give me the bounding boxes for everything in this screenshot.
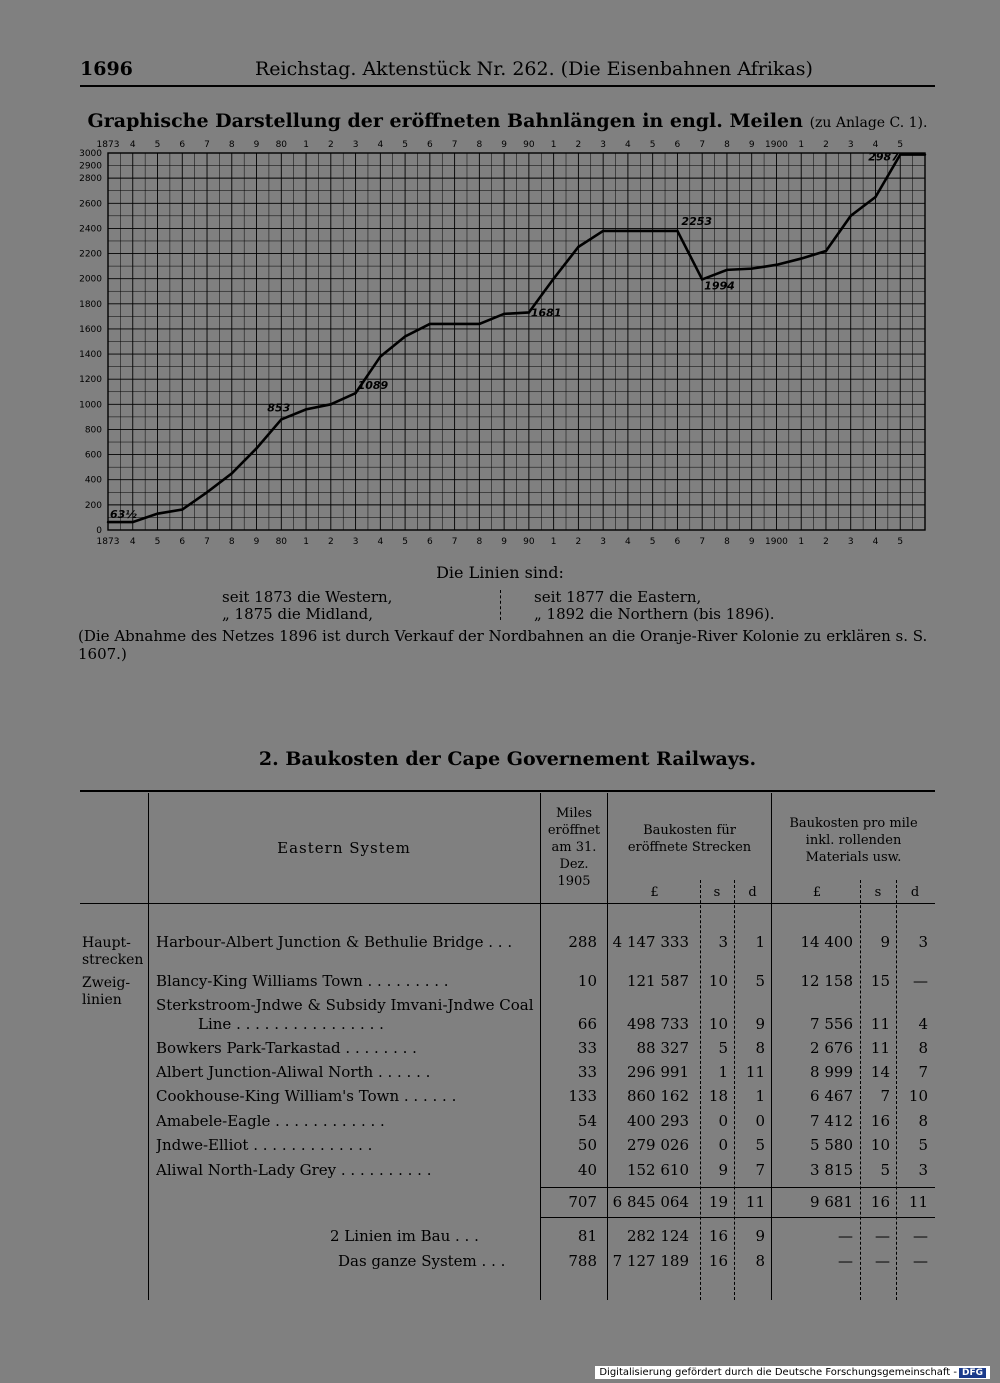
row-d: 1 [755, 933, 765, 951]
x-tick-label-bottom: 6 [179, 537, 186, 547]
data-point [825, 250, 827, 252]
x-tick-label-top: 9 [253, 140, 260, 150]
row-name: Blancy-King Williams Town . . . . . . . . . [156, 972, 449, 990]
table-vline [771, 793, 772, 1300]
x-tick-label-bottom: 5 [402, 537, 408, 547]
row-miles: 54 [577, 1112, 597, 1130]
total-rule-bottom [540, 1217, 935, 1218]
y-tick-label: 2000 [79, 274, 102, 285]
row-d: 11 [745, 1063, 765, 1081]
legend-northern: „ 1892 die Northern (bis 1896). [534, 605, 775, 623]
data-label: 2253 [681, 214, 713, 228]
x-tick-label-top: 2 [327, 140, 334, 150]
total-ms: 16 [870, 1193, 890, 1211]
data-label: 853 [267, 401, 291, 415]
row-md: 10 [908, 1087, 928, 1105]
head-unit-shilling-mile: s [874, 885, 882, 900]
row-miles: 288 [568, 933, 597, 951]
bau-l: 282 124 [626, 1227, 689, 1245]
row-miles: 10 [577, 972, 597, 990]
x-tick-label-bottom: 4 [872, 537, 879, 547]
x-tick-label-top: 80 [275, 140, 288, 150]
row-name: Bowkers Park-Tarkastad . . . . . . . . [156, 1039, 417, 1057]
x-tick-label-top: 1 [550, 140, 557, 150]
y-tick-label: 1200 [79, 375, 102, 386]
row-s: 1 [718, 1063, 728, 1081]
data-label: 1994 [704, 279, 735, 293]
data-point [453, 323, 455, 325]
row-l: 121 587 [626, 972, 689, 990]
total-d: 11 [745, 1193, 765, 1211]
row-ml: 14 400 [800, 933, 853, 951]
x-tick-label-bottom: 8 [476, 537, 483, 547]
x-tick-label-bottom: 6 [674, 537, 681, 547]
row-d: 5 [755, 972, 765, 990]
x-tick-label-bottom: 3 [847, 537, 854, 547]
row-d: 1 [755, 1087, 765, 1105]
x-tick-label-top: 6 [674, 140, 681, 150]
head-unit-pence: d [748, 885, 757, 900]
data-point [750, 267, 752, 269]
row-s: 9 [718, 1161, 728, 1179]
x-tick-label-bottom: 9 [748, 537, 755, 547]
total-miles: 707 [568, 1193, 597, 1211]
data-point [651, 230, 653, 232]
row-s: 5 [718, 1039, 728, 1057]
head-unit-pound-mile: £ [812, 885, 822, 900]
x-tick-label-bottom: 9 [253, 537, 260, 547]
row-ml: 7 556 [810, 1015, 853, 1033]
x-tick-label-bottom: 90 [523, 537, 535, 547]
data-label: 63½ [110, 508, 137, 522]
data-point [552, 277, 554, 279]
data-point [181, 508, 183, 510]
x-tick-label-top: 2 [823, 140, 829, 150]
footer-text: Digitalisierung gefördert durch die Deutsche Forschungsgemeinschaft - [599, 1367, 957, 1378]
section-title: 2. Baukosten der Cape Governement Railways. [258, 748, 757, 770]
x-tick-label-top: 4 [129, 140, 136, 150]
system-s: 16 [708, 1252, 728, 1270]
row-ml: 2 676 [810, 1039, 853, 1057]
row-miles: 33 [577, 1039, 597, 1057]
x-tick-label-top: 6 [426, 140, 433, 150]
row-d: 0 [755, 1112, 765, 1130]
row-s: 10 [708, 972, 728, 990]
head-cost-per-mile: Baukosten pro mile inkl. rollenden Materials usw. [789, 816, 918, 865]
x-tick-label-bottom: 7 [451, 537, 458, 547]
x-tick-label-bottom: 3 [352, 537, 359, 547]
bau-miles: 81 [577, 1227, 597, 1245]
row-d: 7 [755, 1161, 765, 1179]
x-tick-label-top: 7 [699, 140, 706, 150]
row-s: 10 [708, 1015, 728, 1033]
y-tick-label: 200 [84, 500, 102, 511]
x-tick-label-top: 1 [303, 140, 309, 150]
row-name: Amabele-Eagle . . . . . . . . . . . . [156, 1112, 385, 1130]
x-tick-label-top: 7 [451, 140, 458, 150]
head-unit-pound: £ [650, 885, 659, 900]
data-point [602, 230, 604, 232]
x-tick-label-bottom: 1 [798, 537, 805, 547]
data-point [726, 269, 728, 271]
data-point [255, 447, 257, 449]
row-ml: 6 467 [810, 1087, 853, 1105]
row-name: Albert Junction-Aliwal North . . . . . . [156, 1063, 431, 1081]
row-ml: 3 815 [810, 1161, 853, 1179]
x-tick-label-bottom: 2 [575, 537, 582, 547]
y-tick-label: 2800 [79, 174, 102, 185]
x-tick-label-bottom: 7 [699, 537, 706, 547]
row-name: Cookhouse-King William's Town . . . . . . [156, 1087, 457, 1105]
x-tick-label-bottom: 4 [129, 537, 136, 547]
row-md: 8 [918, 1112, 928, 1130]
row-md: 8 [918, 1039, 928, 1057]
system-miles: 788 [568, 1252, 597, 1270]
y-tick-label: 0 [96, 526, 102, 536]
x-tick-label-bottom: 80 [275, 537, 288, 547]
row-ms: 7 [880, 1087, 890, 1105]
row-ml: 12 158 [800, 972, 853, 990]
bau-md: — [913, 1227, 928, 1245]
bau-d: 9 [755, 1227, 765, 1245]
footer-credit [595, 1366, 990, 1379]
row-d: 9 [755, 1015, 765, 1033]
row-ms: 15 [870, 972, 890, 990]
y-tick-label: 1800 [79, 299, 102, 310]
row-miles: 133 [568, 1087, 597, 1105]
row-l: 279 026 [626, 1136, 689, 1154]
x-tick-label-top: 2 [575, 140, 582, 150]
row-l: 296 991 [626, 1063, 689, 1081]
x-tick-label-bottom: 8 [724, 537, 730, 547]
system-ml: — [838, 1252, 853, 1270]
x-tick-label-top: 8 [724, 140, 730, 150]
legend-note: (Die Abnahme des Netzes 1896 ist durch Verkauf der Nordbahnen an die Oranje-River Kolonie zu erklären s. S. 1607.) [78, 627, 928, 663]
x-tick-label-bottom: 8 [228, 537, 235, 547]
x-tick-label-top: 5 [897, 140, 904, 150]
system-d: 8 [755, 1252, 765, 1270]
row-name: Aliwal North-Lady Grey . . . . . . . . . . [156, 1161, 432, 1179]
row-d: 8 [755, 1039, 765, 1057]
data-point [800, 257, 802, 259]
data-point [701, 278, 703, 280]
row-d: 5 [755, 1136, 765, 1154]
data-point [627, 230, 629, 232]
row-ms: 14 [870, 1063, 890, 1081]
x-tick-label-top: 6 [179, 140, 186, 150]
data-point [379, 355, 381, 357]
x-tick-label-top: 8 [228, 140, 235, 150]
x-tick-label-bottom: 4 [625, 537, 631, 547]
row-ms: 16 [870, 1112, 890, 1130]
legend-midland: „ 1875 die Midland, [222, 605, 374, 623]
data-label: 2987 [868, 150, 899, 164]
data-point [478, 323, 480, 325]
y-tick-label: 1000 [79, 400, 102, 411]
table-top-rule [80, 790, 935, 792]
bau-ms: — [875, 1227, 890, 1245]
y-tick-label: 800 [84, 425, 102, 436]
total-l: 6 845 064 [612, 1193, 689, 1211]
header-title: Reichstag. Aktenstück Nr. 262. (Die Eisenbahnen Afrikas) [255, 58, 813, 80]
legend-eastern: seit 1877 die Eastern, [534, 588, 702, 606]
y-tick-label: 400 [84, 475, 102, 486]
row-md: 4 [918, 1015, 928, 1033]
page-number: 1696 [80, 58, 133, 80]
x-tick-label-top: 9 [501, 140, 507, 150]
x-tick-label-bottom: 2 [823, 537, 829, 547]
row-ml: 8 999 [810, 1063, 853, 1081]
x-tick-label-bottom: 1873 [96, 537, 120, 547]
chart-title [80, 110, 935, 132]
data-point [899, 153, 901, 155]
row-md: 3 [918, 1161, 928, 1179]
system-name: Das ganze System . . . [338, 1252, 506, 1270]
row-s: 3 [718, 933, 728, 951]
header-rule [80, 85, 935, 87]
x-tick-label-top: 1 [798, 140, 805, 150]
x-tick-label-top: 4 [377, 140, 384, 150]
data-point [676, 230, 678, 232]
row-name: Harbour-Albert Junction & Bethulie Bridge . . . [156, 933, 513, 951]
x-tick-label-bottom: 3 [600, 537, 607, 547]
bau-ml: — [838, 1227, 853, 1245]
data-point [107, 521, 109, 523]
x-tick-label-bottom: 1 [303, 537, 309, 547]
chart-title-text: Graphische Darstellung der eröffneten Bahnlängen in engl. Meilen [87, 110, 803, 132]
x-tick-label-top: 1873 [96, 140, 120, 150]
row-name-cont: Line . . . . . . . . . . . . . . . . [198, 1015, 384, 1033]
x-tick-label-top: 5 [649, 140, 656, 150]
table-header-rule [80, 903, 935, 904]
row-ml: 5 580 [810, 1136, 853, 1154]
x-tick-label-bottom: 9 [501, 537, 507, 547]
legend-western: seit 1873 die Western, [222, 588, 393, 606]
data-point [280, 418, 282, 420]
table-vline [540, 793, 541, 1300]
data-point [874, 196, 876, 198]
row-l: 152 610 [626, 1161, 689, 1179]
total-md: 11 [908, 1193, 928, 1211]
row-ms: 10 [870, 1136, 890, 1154]
head-cost-total: Baukosten für eröffnete Strecken [627, 823, 752, 855]
x-tick-label-top: 3 [352, 140, 359, 150]
row-ms: 11 [870, 1039, 890, 1057]
row-ml: 7 412 [810, 1112, 853, 1130]
y-tick-label: 1600 [79, 324, 102, 335]
x-tick-label-bottom: 1900 [765, 537, 788, 547]
x-tick-label-bottom: 4 [377, 537, 384, 547]
row-s: 0 [718, 1112, 728, 1130]
x-tick-label-top: 1900 [765, 140, 788, 150]
x-tick-label-bottom: 1 [550, 537, 557, 547]
x-tick-label-top: 7 [204, 140, 210, 150]
x-tick-label-top: 4 [872, 140, 879, 150]
data-point [924, 153, 926, 155]
data-point [850, 215, 852, 217]
table-vline [148, 793, 149, 1300]
y-tick-label: 2400 [79, 224, 102, 235]
x-tick-label-top: 90 [523, 140, 535, 150]
x-tick-label-bottom: 5 [154, 537, 161, 547]
row-miles: 40 [577, 1161, 597, 1179]
x-tick-label-bottom: 5 [649, 537, 656, 547]
data-point [231, 472, 233, 474]
x-tick-label-top: 8 [476, 140, 483, 150]
legend-heading: Die Linien sind: [436, 563, 564, 582]
system-ms: — [875, 1252, 890, 1270]
row-l: 88 327 [636, 1039, 689, 1057]
row-l: 498 733 [626, 1015, 689, 1033]
y-tick-label: 2600 [79, 199, 102, 210]
system-l: 7 127 189 [612, 1252, 689, 1270]
x-tick-label-bottom: 7 [204, 537, 210, 547]
data-point [503, 313, 505, 315]
row-miles: 66 [577, 1015, 597, 1033]
x-tick-label-top: 5 [402, 140, 408, 150]
row-name: Jndwe-Elliot . . . . . . . . . . . . . [156, 1136, 373, 1154]
row-s: 0 [718, 1136, 728, 1154]
row-l: 860 162 [626, 1087, 689, 1105]
y-tick-label: 1400 [79, 350, 102, 361]
x-tick-label-top: 3 [600, 140, 607, 150]
row-md: 5 [918, 1136, 928, 1154]
row-l: 4 147 333 [612, 933, 689, 951]
data-label: 1089 [357, 379, 389, 393]
row-s: 18 [708, 1087, 728, 1105]
bau-s: 16 [708, 1227, 728, 1245]
row-md: 7 [918, 1063, 928, 1081]
total-ml: 9 681 [810, 1193, 853, 1211]
data-point [330, 403, 332, 405]
x-tick-label-top: 3 [847, 140, 854, 150]
data-point [354, 392, 356, 394]
row-ms: 5 [880, 1161, 890, 1179]
head-unit-pence-mile: d [910, 885, 920, 900]
legend-separator [500, 590, 502, 620]
row-name: Sterkstroom-Jndwe & Subsidy Imvani-Jndwe Coal [156, 996, 534, 1014]
data-label: 1681 [530, 306, 562, 320]
x-tick-label-top: 9 [748, 140, 755, 150]
head-system: Eastern System [277, 839, 411, 857]
data-point [429, 323, 431, 325]
total-rule [540, 1187, 935, 1188]
data-point [132, 521, 134, 523]
data-point [404, 335, 406, 337]
system-md: — [913, 1252, 928, 1270]
x-tick-label-bottom: 6 [426, 537, 433, 547]
row-miles: 50 [577, 1136, 597, 1154]
dfg-logo: DFG [959, 1368, 986, 1378]
x-tick-label-top: 4 [625, 140, 631, 150]
total-s: 19 [708, 1193, 728, 1211]
x-tick-label-bottom: 5 [897, 537, 904, 547]
y-tick-label: 2200 [79, 249, 102, 260]
railway-length-chart [0, 138, 1000, 558]
side-label-zweiglinien: Zweig-linien [82, 975, 131, 1008]
data-point [577, 246, 579, 248]
row-ms: 9 [880, 933, 890, 951]
row-l: 400 293 [626, 1112, 689, 1130]
x-tick-label-bottom: 2 [327, 537, 334, 547]
row-md: 3 [918, 933, 928, 951]
chart-title-ref: (zu Anlage C. 1). [809, 115, 928, 131]
row-md: — [913, 972, 928, 990]
x-tick-label-top: 5 [154, 140, 161, 150]
head-unit-shilling: s [713, 885, 721, 900]
y-tick-label: 2900 [79, 161, 102, 172]
data-point [305, 408, 307, 410]
table-vline [607, 793, 608, 1300]
data-point [528, 311, 530, 313]
data-point [156, 512, 158, 514]
y-tick-label: 3000 [79, 149, 102, 159]
row-miles: 33 [577, 1063, 597, 1081]
head-miles: Miles eröffnet am 31. Dez. 1905 [547, 806, 601, 889]
data-point [206, 491, 208, 493]
row-ms: 11 [870, 1015, 890, 1033]
side-label-hauptstrecken: Haupt-strecken [82, 935, 144, 968]
y-tick-label: 600 [84, 450, 102, 461]
bau-name: 2 Linien im Bau . . . [330, 1227, 479, 1245]
data-point [775, 264, 777, 266]
